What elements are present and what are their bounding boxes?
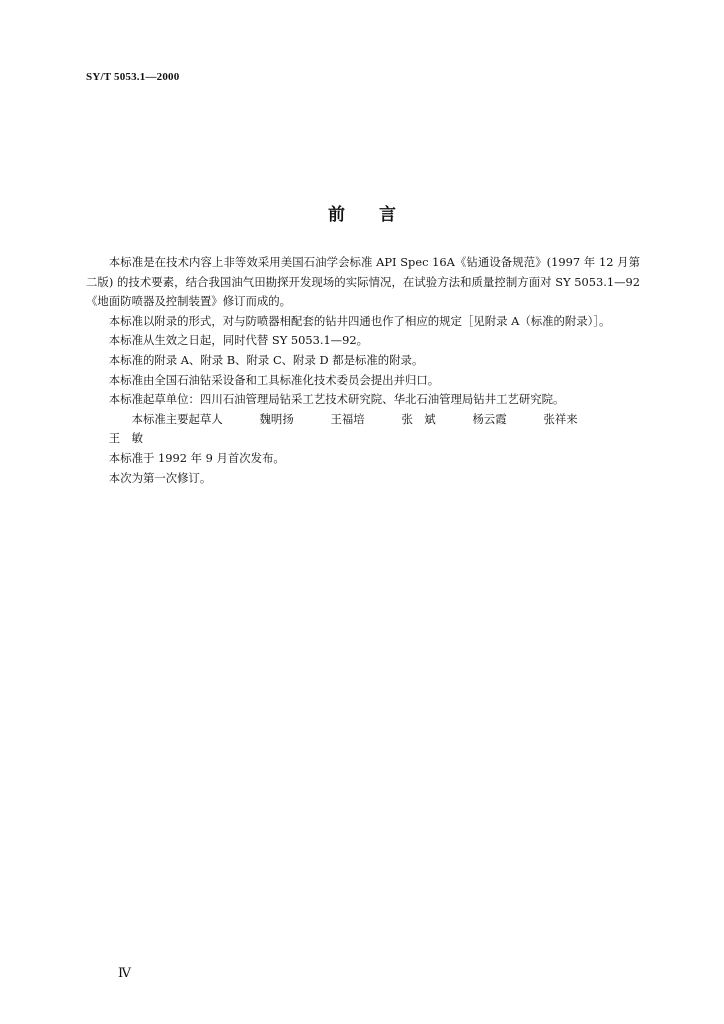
paragraph-6: 本标准起草单位：四川石油管理局钻采工艺技术研究院、华北石油管理局钻井工艺研究院。 [108, 392, 565, 407]
paragraph-1: 本标准是在技术内容上非等效采用美国石油学会标准 API Spec 16A《钻通设备规范》(1997 年 12 月第二版) 的技术要素，结合我国油气田勘探开发现场的实际情况，在试验方法和质量控制方面对 SY 5053.1—92《地面防喷器及控制装置》修订而成的。 [86, 255, 640, 309]
drafter-name: 王福培 [330, 411, 365, 426]
paragraph-4: 本标准的附录 A、附录 B、附录 C、附录 D 都是标准的附录。 [108, 352, 424, 367]
page-number: Ⅳ [118, 965, 131, 980]
paragraph-revision: 本次为第一次修订。 [108, 470, 212, 485]
title-char-1: 前 [328, 205, 345, 225]
paragraph-2: 本标准以附录的形式，对与防喷器相配套的钻井四通也作了相应的规定［见附录 A（标准的附录）］。 [108, 313, 611, 328]
paragraph-3: 本标准从生效之日起，同时代替 SY 5053.1—92。 [108, 333, 368, 348]
foreword-body [86, 253, 640, 488]
drafters-label: 本标准主要起草人 [131, 411, 223, 426]
drafters-line [86, 410, 640, 449]
page-title [0, 200, 724, 225]
paragraph-5: 本标准由全国石油钻采设备和工具标准化技术委员会提出并归口。 [108, 372, 440, 387]
drafter-name: 张祥来 [543, 411, 578, 426]
title-char-2: 言 [379, 205, 396, 225]
drafter-name: 魏明扬 [259, 411, 294, 426]
drafter-name: 杨云霞 [472, 411, 507, 426]
paragraph-first-issued: 本标准于 1992 年 9 月首次发布。 [108, 450, 285, 465]
standard-number: SY/T 5053.1—2000 [86, 71, 180, 83]
drafter-name: 王 敏 [108, 431, 143, 446]
drafter-name: 张 斌 [401, 411, 436, 426]
